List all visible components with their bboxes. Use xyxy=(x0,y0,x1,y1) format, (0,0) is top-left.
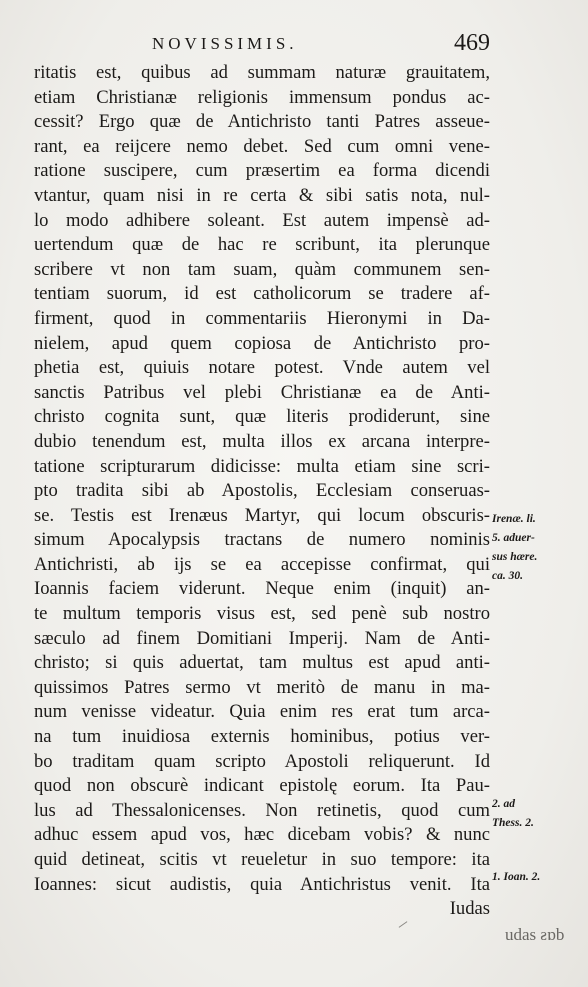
text-line: phetia est, quiuis notare potest. Vnde autem vel xyxy=(34,357,490,379)
text-line: sanctis Patribus vel plebi Christianæ ea de Anti- xyxy=(34,381,490,403)
margin-note-line: 2. ad xyxy=(492,798,515,810)
catchword-text: udas xyxy=(505,925,537,944)
text-line: christo; si quis aduertat, tam multus est apud anti- xyxy=(34,652,490,674)
text-line: pto tradita sibi ab Apostolis, Ecclesiam conseruas- xyxy=(34,480,490,502)
catchword xyxy=(505,925,588,945)
running-head xyxy=(40,30,490,58)
margin-note-line: 5. aduer- xyxy=(492,532,535,544)
margin-note-line: Irenæ. li. xyxy=(492,513,536,525)
text-line: scribere vt non tam suam, quàm communem sen- xyxy=(34,258,490,280)
stray-mark xyxy=(399,921,408,928)
text-line: simum Apocalypsis tractans de numero nominis xyxy=(34,529,490,551)
text-line: num venisse videatur. Quia enim res erat tum arca- xyxy=(34,701,490,723)
text-line: dubio tenendum est, multa illos ex arcana interpre- xyxy=(34,430,490,452)
margin-note-irenaeus xyxy=(492,510,584,586)
text-line: adhuc essem apud vos, hæc dicebam vobis? & nunc xyxy=(34,824,490,846)
margin-note-line: sus hære. xyxy=(492,551,538,563)
text-line: rant, ea reijcere nemo debet. Sed cum omni vene- xyxy=(34,135,490,157)
text-line: se. Testis est Irenæus Martyr, qui locum obscuris- xyxy=(34,504,490,526)
running-title: NOVISSIMIS. xyxy=(152,34,298,53)
text-line: sæculo ad finem Domitiani Imperij. Nam de Anti- xyxy=(34,627,490,649)
text-line: bo traditam quam scripto Apostoli reliquerunt. Id xyxy=(34,750,490,772)
text-line: Ioannis faciem viderunt. Neque enim (inquit) an- xyxy=(34,578,490,600)
text-line: firment, quod in commentariis Hieronymi in Da- xyxy=(34,307,490,329)
margin-note-thessalonians xyxy=(492,795,584,833)
margin-note-line: ca. 30. xyxy=(492,570,523,582)
text-line: na tum inuidiosa externis hominibus, potius ver- xyxy=(34,726,490,748)
text-line: quissimos Patres sermo vt meritò de manu in ma- xyxy=(34,676,490,698)
text-line: Ioannes: sicut audistis, quia Antichristus venit. Ita xyxy=(34,873,490,895)
text-line: Antichristi, ab ijs se ea accepisse confirmat, qui xyxy=(34,553,490,575)
text-line: christo cognita sunt, quæ literis prodiderunt, sine xyxy=(34,406,490,428)
text-line: ritatis est, quibus ad summam naturæ grauitatem, xyxy=(34,62,490,83)
catchword-bleedthrough: ƨɒb xyxy=(540,925,565,944)
margin-note-line: Thess. 2. xyxy=(492,817,534,829)
text-line: etiam Christianæ religionis immensum pondus ac- xyxy=(34,86,490,108)
text-line: tentiam suorum, id est catholicorum se tradere af- xyxy=(34,283,490,305)
final-word: Iudas xyxy=(449,898,490,920)
text-line: ratione suscipere, cum præsertim ea forma dicendi xyxy=(34,160,490,182)
text-line: lo modo adhibere soleant. Est autem impensè ad- xyxy=(34,209,490,231)
text-line: lus ad Thessalonicenses. Non retinetis, quod cum xyxy=(34,799,490,821)
text-line: quid detineat, scitis vt reueletur in suo tempore: ita xyxy=(34,849,490,870)
text-line: tatione scripturarum didicisse: multa etiam sine scri- xyxy=(34,455,490,477)
text-line: nielem, apud quem copiosa de Antichristo pro- xyxy=(34,332,490,354)
margin-note-john: 1. Ioan. 2. xyxy=(492,871,541,883)
page-number: 469 xyxy=(454,30,490,56)
text-line: cessit? Ergo quæ de Antichristo tanti Patres asseue- xyxy=(34,111,490,133)
text-line: quod non obscurè indicant epistolę eorum. Ita Pau- xyxy=(34,775,490,797)
body-text xyxy=(34,61,490,922)
text-line: uertendum quæ de hac re scribunt, ita plerunque xyxy=(34,234,490,256)
text-line: vtantur, quam nisi in re certa & sibi satis nota, nul- xyxy=(34,184,490,206)
text-line: te multum temporis visus est, sed penè sub nostro xyxy=(34,603,490,625)
